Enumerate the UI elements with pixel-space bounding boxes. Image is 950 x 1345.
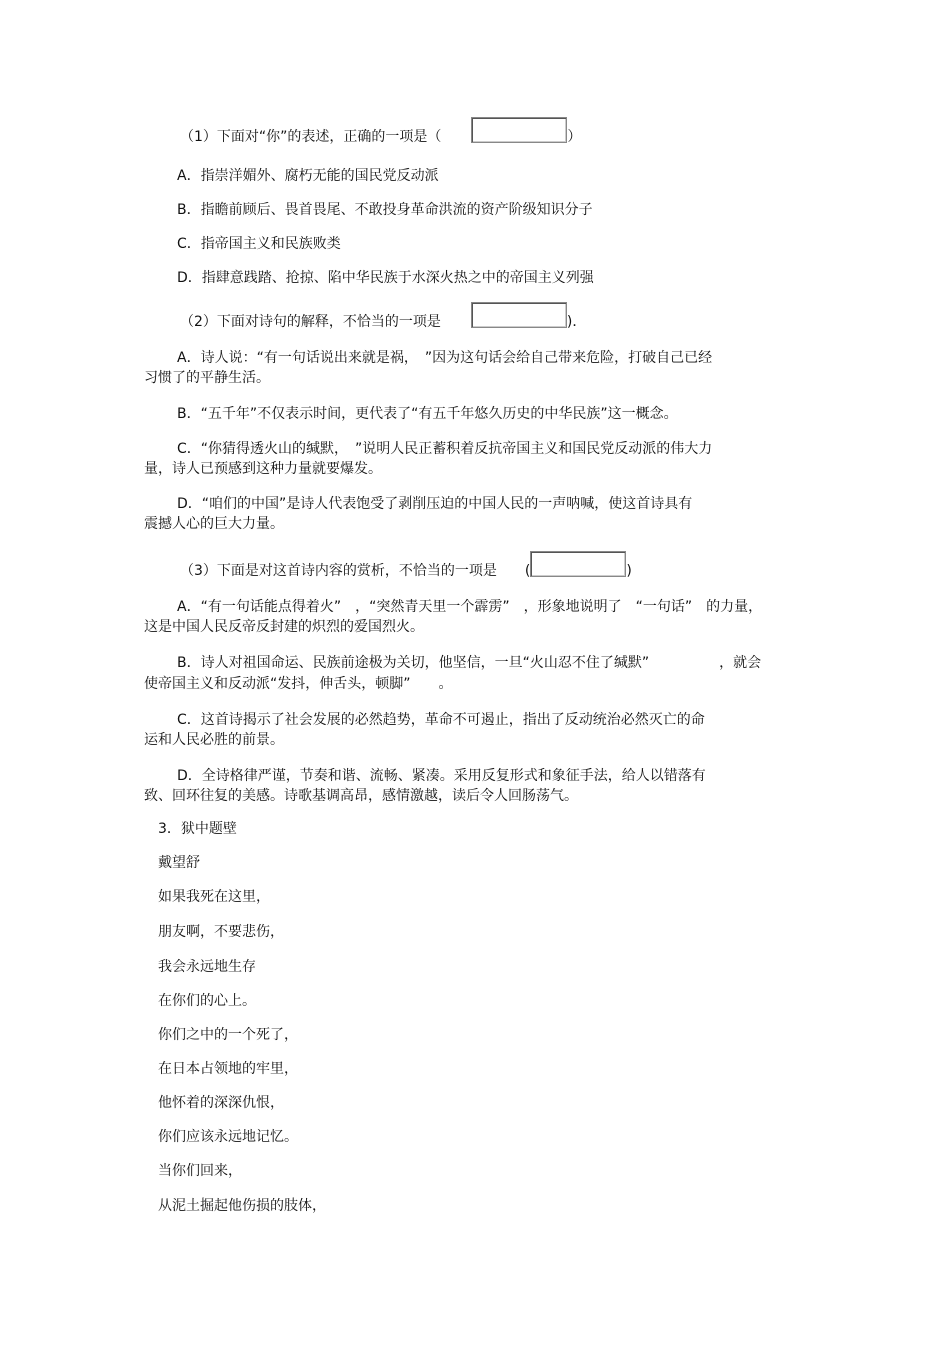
q3-option-d-line2: 致、回环往复的美感。诗歌基调高昂，感情激越，读后令人回肠荡气。	[144, 788, 578, 804]
poem-line: 在日本占领地的牢里，	[158, 1061, 298, 1077]
poem-line: 你们之中的一个死了，	[158, 1027, 298, 1043]
q2-option-c-line1: C．“你猜得透火山的缄默， ”说明人民正蓄积着反抗帝国主义和国民党反动派的伟大力	[177, 441, 713, 457]
q1-option-a: A．指崇洋媚外、腐朽无能的国民党反动派	[177, 168, 439, 184]
q1-stem	[180, 128, 581, 146]
q1-answer-box[interactable]	[471, 117, 567, 143]
q3-option-d-line1: D．全诗格律严谨，节奏和谐、流畅、紧凑。采用反复形式和象征手法，给人以错落有	[177, 768, 706, 784]
q2-option-a-line2: 习惯了的平静生活。	[144, 370, 270, 386]
q3-option-a-line1: A．“有一句话能点得着火” ，“突然青天里一个霹雳” ，形象地说明了 “一句话” 的力量，	[177, 599, 763, 615]
q2-option-d-line2: 震撼人心的巨大力量。	[144, 516, 284, 532]
q2-stem-text: （2）下面对诗句的解释，不恰当的一项是	[180, 314, 441, 330]
q1-stem-text: （1）下面对“你”的表述，正确的一项是（	[180, 129, 442, 145]
q3-option-c-line2: 运和人民必胜的前景。	[144, 732, 284, 748]
poem-line: 我会永远地生存	[158, 959, 256, 975]
q2-stem-close: )．	[566, 314, 587, 330]
poem-line: 当你们回来，	[158, 1163, 242, 1179]
poem-line: 你们应该永远地记忆。	[158, 1129, 298, 1145]
q3-stem-close: )	[626, 563, 632, 579]
poem-author: 戴望舒	[158, 855, 200, 871]
q2-option-b-line1: B．“五千年”不仅表示时间，更代表了“有五千年悠久历史的中华民族”这一概念。	[177, 406, 678, 422]
q3-answer-box[interactable]	[530, 551, 626, 577]
q3-stem	[180, 562, 632, 580]
q1-option-c: C．指帝国主义和民族败类	[177, 236, 341, 252]
q3-option-a-line2: 这是中国人民反帝反封建的炽烈的爱国烈火。	[144, 619, 424, 635]
q1-option-b: B．指瞻前顾后、畏首畏尾、不敢投身革命洪流的资产阶级知识分子	[177, 202, 593, 218]
poem-line: 从泥土掘起他伤损的肢体，	[158, 1198, 326, 1214]
q2-stem	[180, 313, 586, 331]
q2-option-d-line1: D．“咱们的中国”是诗人代表饱受了剥削压迫的中国人民的一声呐喊，使这首诗具有	[177, 496, 693, 512]
q1-option-d: D．指肆意践踏、抢掠、陷中华民族于水深火热之中的帝国主义列强	[177, 270, 594, 286]
poem-line: 朋友啊，不要悲伤，	[158, 924, 284, 940]
q3-option-b-line2: 使帝国主义和反动派“发抖，伸舌头，顿脚” 。	[144, 676, 453, 692]
q2-option-a-line1: A．诗人说：“有一句话说出来就是祸， ”因为这句话会给自己带来危险，打破自己已经	[177, 350, 713, 366]
q3-option-c-line1: C．这首诗揭示了社会发展的必然趋势，革命不可遏止，指出了反动统治必然灭亡的命	[177, 712, 705, 728]
q1-stem-close: ）	[567, 129, 582, 145]
q2-answer-box[interactable]	[471, 302, 567, 328]
q3-stem-text: （3）下面是对这首诗内容的赏析，不恰当的一项是 (	[180, 563, 531, 579]
poem-line: 在你们的心上。	[158, 993, 256, 1009]
section3-title: 3．狱中题壁	[158, 821, 237, 837]
poem-line: 他怀着的深深仇恨，	[158, 1095, 284, 1111]
q3-option-b-line1: B．诗人对祖国命运、民族前途极为关切，他坚信，一旦“火山忍不住了缄默” ，就会	[177, 655, 762, 671]
q2-option-c-line2: 量，诗人已预感到这种力量就要爆发。	[144, 461, 382, 477]
poem-line: 如果我死在这里，	[158, 889, 270, 905]
